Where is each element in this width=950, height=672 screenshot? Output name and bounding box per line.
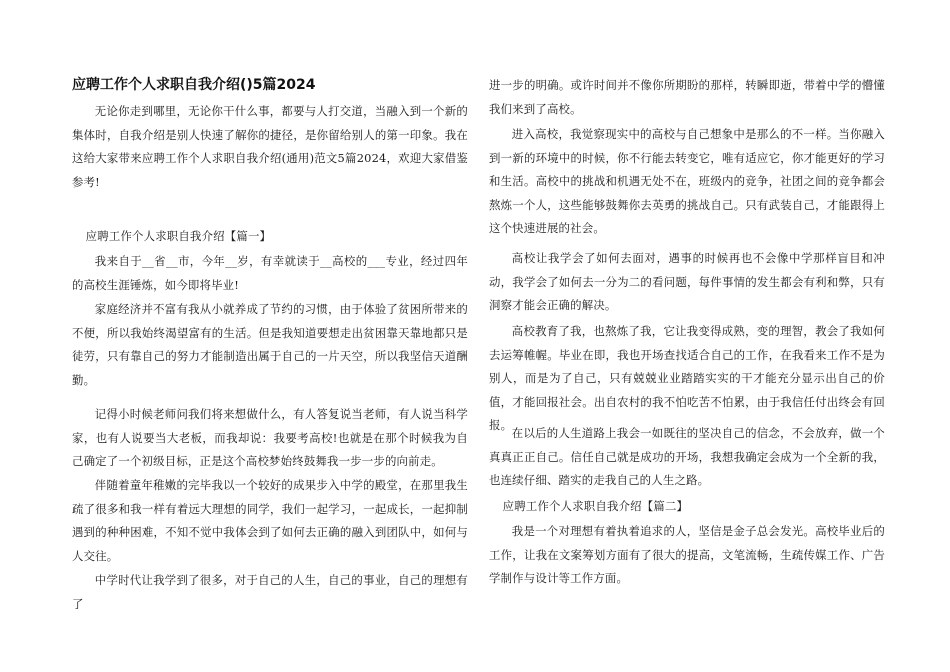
section-heading-1: 应聘工作个人求职自我介绍【篇一】 [85,229,272,243]
paragraph: 进入高校，我觉察现实中的高校与自己想象中是那么的不一样。当你融入到一新的环境中的时候，你不行能去转变它，唯有适应它，你才能更好的学习和生活。高校中的挑战和机遇无处不在，班级内的竞争，社团之间的竞争都会熬炼一个人，这些能够鼓舞你去英勇的挑战自己。只有武装自己，才能跟得上这个快速进展的社会。 [489,127,885,235]
paragraph: 伴随着童年稚嫩的完毕我以一个较好的成果步入中学的殿堂，在那里我生疏了很多和我一样有着远大理想的同学，我们一起学习，一起成长，一起抑制遇到的种种困难，不知不觉中我体会到了如何去正确的融入到团队中，如何与人交往。 [72,478,468,563]
paragraph: 我是一个对理想有着执着追求的人，坚信是金子总会发光。高校毕业后的工作，让我在文案筹划方面有了很大的提高，文笔流畅，生疏传媒工作、广告学制作与设计等工作方面。 [489,524,885,585]
paragraph: 家庭经济并不富有我从小就养成了节约的习惯，由于体验了贫困所带来的不便，所以我始终渴望富有的生活。但是我知道要想走出贫困靠天靠地都只是徒劳，只有靠自己的努力才能制造出属于自己的一片天空，所以我坚信天道酬勤。 [72,302,468,387]
paragraph: 高校教育了我，也熬炼了我，它让我变得成熟，变的理智，教会了我如何去运筹帷幄。毕业在即，我也开场查找适合自己的工作，在我看来工作不是为别人，而是为了自己，只有兢兢业业踏踏实实的干才能充分显示出自己的价值，才能回报社会。出自农村的我不怕吃苦不怕累，由于我信任付出终会有回报。 [489,324,885,432]
paragraph-continued: 进一步的明确。或许时间并不像你所期盼的那样，转瞬即逝，带着中学的懵懂我们来到了高校。 [489,78,885,116]
document-title: 应聘工作个人求职自我介绍()5篇2024 [72,77,316,93]
section-heading-2: 应聘工作个人求职自我介绍【篇二】 [502,499,689,513]
paragraph: 记得小时候老师问我们将来想做什么，有人答复说当老师，有人说当科学家，也有人说要当大老板，而我却说：我要考高校!也就是在那个时候我为自己确定了一个初级目标，正是这个高校梦始终鼓舞我一步一步的向前走。 [72,407,468,468]
intro-paragraph: 无论你走到哪里，无论你干什么事，都要与人打交道，当融入到一个新的集体时，自我介绍是别人快速了解你的捷径，是你留给别人的第一印象。我在这给大家带来应聘工作个人求职自我介绍(通用)范文5篇2024，欢迎大家借鉴参考! [72,104,468,189]
paragraph: 在以后的人生道路上我会一如既往的坚决自己的信念，不会放弃，做一个真真正正自己。信任自己就是成功的开场，我想我确定会成为一个全新的我，也连续仔细、踏实的走我自己的人生之路。 [489,426,885,487]
paragraph: 我来自于__省__市，今年__岁，有幸就读于__高校的___专业，经过四年的高校生涯锤炼，如今即将毕业! [72,254,468,292]
paragraph: 高校让我学会了如何去面对，遇事的时候再也不会像中学那样盲目和冲动，我学会了如何去一分为二的看问题，每件事情的发生都会有利和弊，只有洞察才能会正确的解决。 [489,251,885,312]
paragraph: 中学时代让我学到了很多，对于自己的人生，自己的事业，自己的理想有了 [72,573,468,611]
